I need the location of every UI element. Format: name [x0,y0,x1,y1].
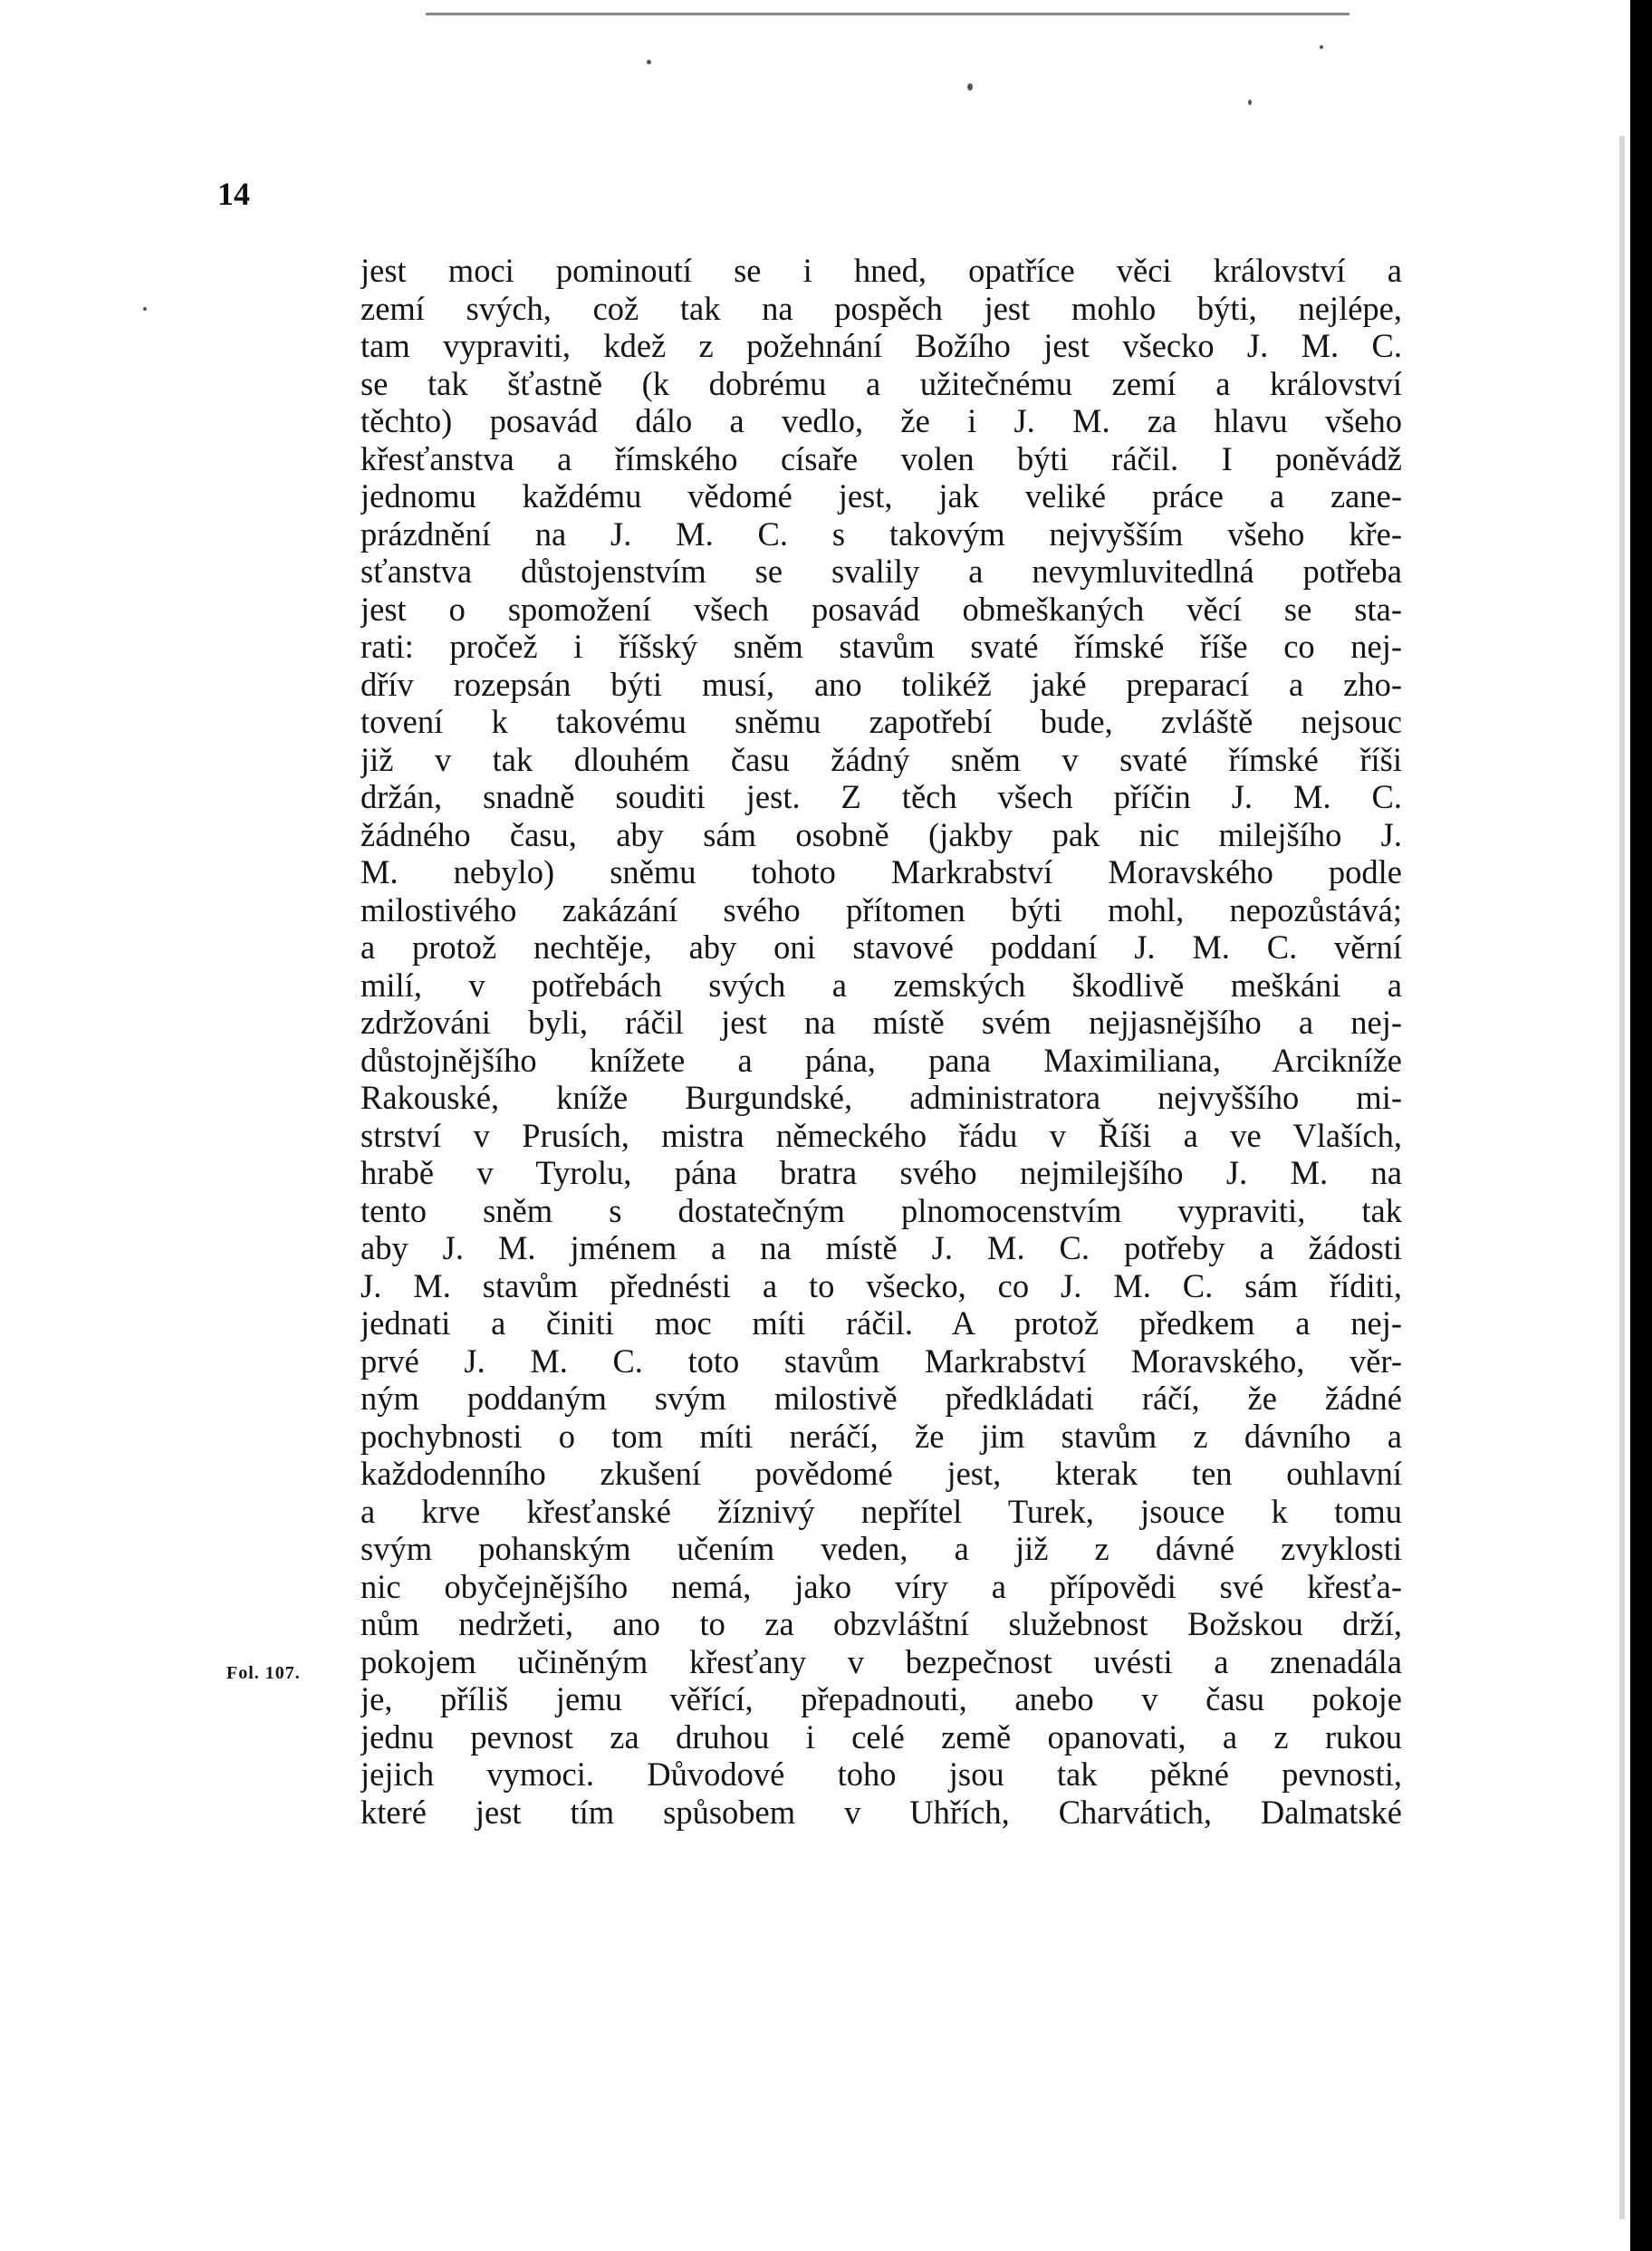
scan-top-rule [426,13,1349,15]
text-line: nic obyčejnějšího nemá, jako víry a přípovědi své křesťa- [360,1567,1402,1605]
folio-margin-note: Fol. 107. [226,1663,301,1683]
text-line: křesťanstva a římského císaře volen býti ráčil. I poněvádž [360,439,1402,477]
text-line: již v tak dlouhém času žádný sněm v svaté římské říši [360,740,1402,778]
text-line: těchto) posavád dálo a vedlo, že i J. M. za hlavu všeho [360,402,1402,439]
text-line: Rakouské, kníže Burgundské, administratora nejvyššího mi- [360,1079,1402,1116]
text-line: pokojem učiněným křesťany v bezpečnost uvésti a znenadála [360,1642,1402,1680]
text-line: tovení k takovému sněmu zapotřebí bude, zvláště nejsouc [360,703,1402,740]
scan-speck [967,83,973,91]
scan-speck [143,307,147,311]
text-line: tento sněm s dostatečným plnomocenstvím vypraviti, tak [360,1191,1402,1229]
text-line: a protož nechtěje, aby oni stavové poddaní J. M. C. věrní [360,928,1402,966]
text-line: nům nedržeti, ano to za obzvláštní služebnost Božskou drží, [360,1605,1402,1642]
text-line: prázdnění na J. M. C. s takovým nejvyšším všeho kře- [360,515,1402,553]
body-text [360,252,1402,1831]
text-line: hrabě v Tyrolu, pána bratra svého nejmilejšího J. M. na [360,1154,1402,1191]
text-line: důstojnějšího knížete a pána, pana Maximiliana, Arcikníže [360,1041,1402,1079]
text-line: sťanstva důstojenstvím se svalily a nevymluvitedlná potřeba [360,553,1402,590]
scan-speck [1248,100,1252,105]
text-line: je, příliš jemu věřící, přepadnouti, anebo v času pokoje [360,1680,1402,1717]
text-line: jednomu každému vědomé jest, jak veliké práce a zane- [360,477,1402,515]
scan-speck [647,60,651,64]
text-line: každodenního zkušení povědomé jest, kterak ten ouhlavní [360,1455,1402,1492]
text-line: prvé J. M. C. toto stavům Markrabství Moravského, věr- [360,1342,1402,1380]
text-line: a krve křesťanské žíznivý nepřítel Turek, jsouce k tomu [360,1492,1402,1530]
text-line: se tak šťastně (k dobrému a užitečnému zemí a království [360,364,1402,402]
text-line: dřív rozepsán býti musí, ano tolikéž jaké preparací a zho- [360,665,1402,703]
text-line: rati: pročež i říšský sněm stavům svaté římské říše co nej- [360,628,1402,665]
text-line: žádného času, aby sám osobně (jakby pak nic milejšího J. [360,815,1402,853]
text-line: držán, snadně souditi jest. Z těch všech příčin J. M. C. [360,778,1402,815]
text-line: strství v Prusích, mistra německého řádu v Říši a ve Vlaších, [360,1116,1402,1154]
text-line: jest o spomožení všech posavád obmeškaných věcí se sta- [360,590,1402,628]
text-line: tam vypraviti, kdež z požehnání Božího jest všecko J. M. C. [360,327,1402,364]
text-line: jednati a činiti moc míti ráčil. A protož předkem a nej- [360,1304,1402,1342]
text-line: M. nebylo) sněmu tohoto Markrabství Moravského podle [360,853,1402,890]
text-line: zemí svých, což tak na pospěch jest mohlo býti, nejlépe, [360,289,1402,327]
text-line: jednu pevnost za druhou i celé země opanovati, a z rukou [360,1717,1402,1756]
text-line: milostivého zakázání svého přítomen býti mohl, nepozůstává; [360,890,1402,928]
text-line: J. M. stavům přednésti a to všecko, co J. M. C. sám říditi, [360,1266,1402,1304]
text-line: zdržováni byli, ráčil jest na místě svém nejjasnějšího a nej- [360,1004,1402,1041]
text-line: jest moci pominoutí se i hned, opatříce věci království a [360,252,1402,289]
scan-speck [1320,45,1323,49]
page-number: 14 [217,176,250,212]
text-line: jejich vymoci. Důvodové toho jsou tak pěkné pevnosti, [360,1756,1402,1793]
text-line: milí, v potřebách svých a zemských škodlivě meškáni a [360,966,1402,1004]
text-line: aby J. M. jménem a na místě J. M. C. potřeby a žádosti [360,1229,1402,1266]
text-line: které jest tím spůsobem v Uhřích, Charvátich, Dalmatské [360,1793,1402,1831]
page-edge-shadow [1619,136,1625,2219]
text-line: pochybnosti o tom míti neráčí, že jim stavům z dávního a [360,1417,1402,1455]
text-line: ným poddaným svým milostivě předkládati ráčí, že žádné [360,1380,1402,1417]
text-line: svým pohanským učením veden, a již z dávné zvyklosti [360,1530,1402,1567]
